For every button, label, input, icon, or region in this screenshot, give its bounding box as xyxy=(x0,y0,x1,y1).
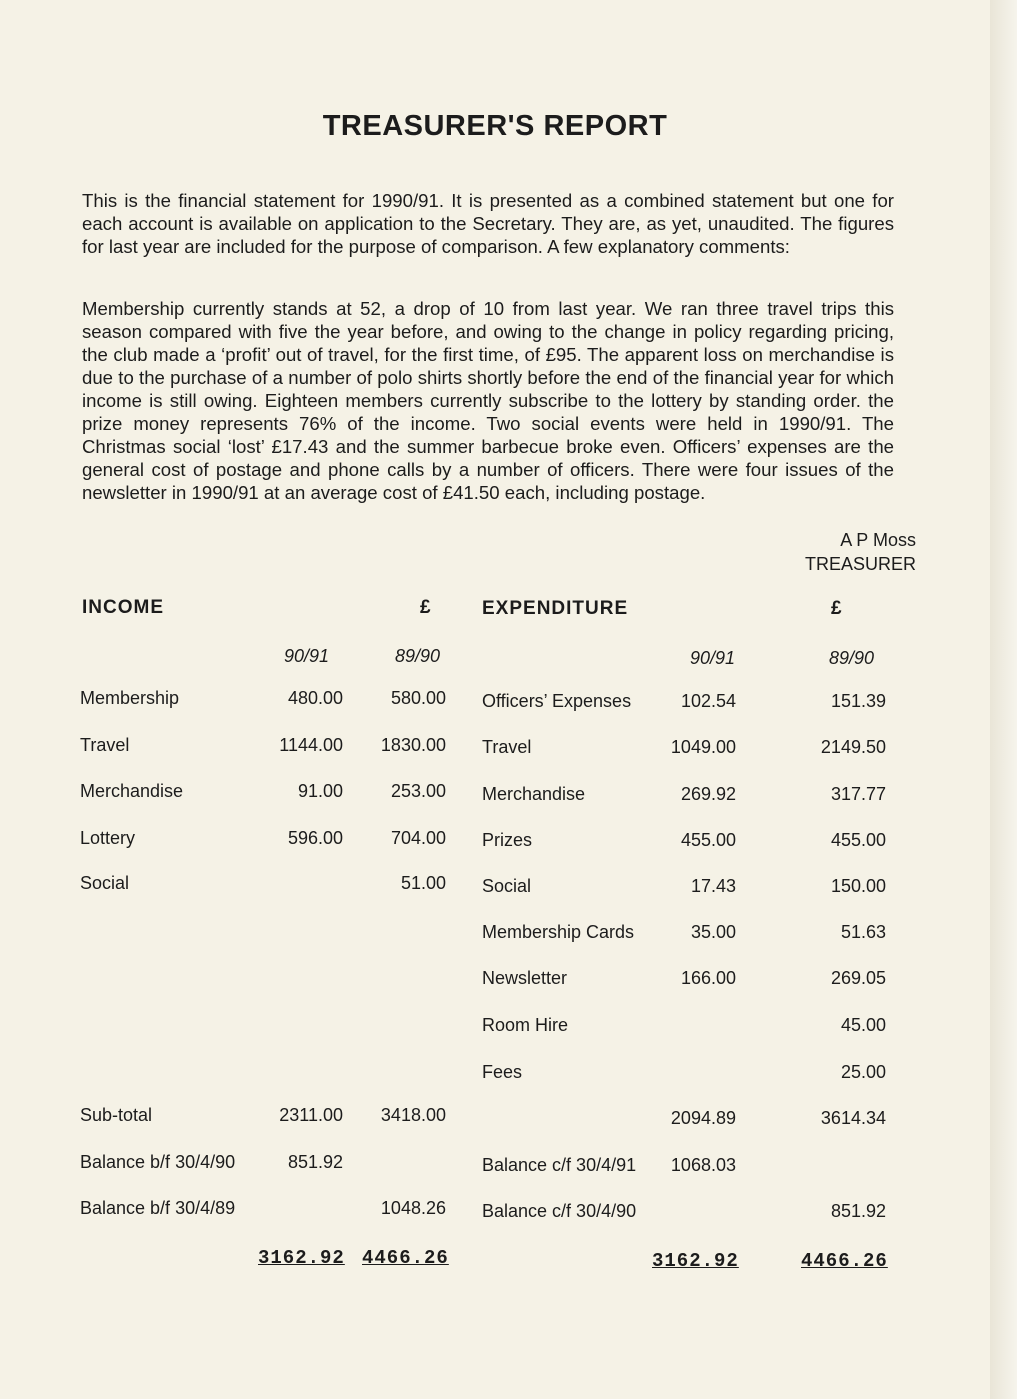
expenditure-row-label: Merchandise xyxy=(482,784,586,804)
income-row-value-8990: 1830.00 xyxy=(380,735,446,755)
expenditure-row-value-9091: 269.92 xyxy=(680,784,736,804)
expenditure-row-label: Fees xyxy=(482,1062,523,1082)
intro-paragraph: This is the financial statement for 1990/91. It is presented as a combined statement but one for each account is available on application to the Secretary. They are, as yet, unaudited. The figures for last year are included for the purpose of comparison. A few explanatory comments: xyxy=(82,190,894,257)
page-title: TREASURER'S REPORT xyxy=(322,110,668,142)
expenditure-row-label: Social xyxy=(482,876,532,896)
expenditure-row-value-9091: 1068.03 xyxy=(670,1155,736,1175)
income-row-label: Travel xyxy=(80,735,130,755)
income-row-value-9091: 2311.00 xyxy=(279,1105,343,1125)
expenditure-row-value-8990: 45.00 xyxy=(840,1015,886,1035)
expenditure-row-label: Officers’ Expenses xyxy=(482,691,632,711)
expenditure-col-9091: 90/91 xyxy=(690,648,736,668)
expenditure-currency-symbol: £ xyxy=(831,598,843,619)
income-row-value-9091: 480.00 xyxy=(287,688,343,708)
income-row-value-9091: 91.00 xyxy=(297,781,343,801)
comments-paragraph: Membership currently stands at 52, a drop of 10 from last year. We ran three travel trips this season compared with five the year before, and owing to the change in policy regarding pricing, the club made a ‘profit’ out of travel, for the first time, of £95. The apparent loss on merchandise is due to the purchase of a number of polo shirts shortly before the end of the financial year for which income is still owing. Eighteen members currently subscribe to the lottery by standing order. the prize money represents 76% of the income. Two social events were held in 1990/91. The Christmas social ‘lost’ £17.43 and the summer barbecue broke even. Officers’ expenses are the general cost of postage and phone calls by a number of officers. There were four issues of the newsletter in 1990/91 at an average cost of £41.50 each, including postage. xyxy=(82,298,894,503)
income-row-value-8990: 3418.00 xyxy=(380,1105,446,1125)
income-row-label: Balance b/f 30/4/90 xyxy=(80,1152,236,1172)
expenditure-row-label: Balance c/f 30/4/90 xyxy=(482,1201,637,1221)
expenditure-row-value-8990: 269.05 xyxy=(830,968,886,988)
expenditure-total-8990: 4466.26 xyxy=(801,1250,888,1272)
expenditure-row-value-8990: 455.00 xyxy=(830,830,886,850)
expenditure-heading: EXPENDITURE xyxy=(482,598,629,619)
income-row-value-8990: 580.00 xyxy=(390,688,446,708)
expenditure-row-label: Room Hire xyxy=(482,1015,569,1035)
expenditure-row-value-9091: 2094.89 xyxy=(670,1108,736,1128)
income-row-value-8990: 1048.26 xyxy=(380,1198,446,1218)
expenditure-col-8990: 89/90 xyxy=(829,648,875,668)
expenditure-row-value-9091: 1049.00 xyxy=(670,737,736,757)
expenditure-row-value-8990: 2149.50 xyxy=(820,737,886,757)
expenditure-row-label: Prizes xyxy=(482,830,533,850)
income-row-value-8990: 704.00 xyxy=(390,828,446,848)
expenditure-row-value-8990: 150.00 xyxy=(830,876,886,896)
income-heading: INCOME xyxy=(82,597,164,618)
income-row-value-9091: 1144.00 xyxy=(279,735,343,755)
income-row-label: Sub-total xyxy=(80,1105,153,1125)
expenditure-row-label: Travel xyxy=(482,737,532,757)
expenditure-row-value-8990: 3614.34 xyxy=(820,1108,886,1128)
signature-role: TREASURER xyxy=(804,554,916,574)
expenditure-row-value-8990: 51.63 xyxy=(840,922,886,942)
page-edge xyxy=(990,0,1017,1399)
expenditure-row-label: Balance c/f 30/4/91 xyxy=(482,1155,637,1175)
expenditure-row-value-9091: 455.00 xyxy=(680,830,736,850)
expenditure-row-label: Membership Cards xyxy=(482,922,635,942)
income-col-9091: 90/91 xyxy=(284,646,330,666)
expenditure-row-value-8990: 851.92 xyxy=(830,1201,886,1221)
income-row-value-9091: 851.92 xyxy=(287,1152,343,1172)
income-row-label: Merchandise xyxy=(80,781,184,801)
expenditure-row-value-9091: 17.43 xyxy=(690,876,736,896)
income-row-value-9091: 596.00 xyxy=(287,828,343,848)
expenditure-row-value-8990: 317.77 xyxy=(830,784,886,804)
income-total-9091: 3162.92 xyxy=(258,1247,345,1269)
income-total-8990: 4466.26 xyxy=(362,1247,449,1269)
expenditure-row-value-9091: 35.00 xyxy=(690,922,736,942)
signature-name: A P Moss xyxy=(840,530,916,550)
expenditure-row-value-9091: 102.54 xyxy=(680,691,736,711)
income-row-value-8990: 253.00 xyxy=(390,781,446,801)
expenditure-total-9091: 3162.92 xyxy=(652,1250,739,1272)
income-row-value-8990: 51.00 xyxy=(400,873,446,893)
expenditure-row-value-9091: 166.00 xyxy=(680,968,736,988)
income-row-label: Social xyxy=(80,873,130,893)
income-row-label: Membership xyxy=(80,688,180,708)
income-row-label: Balance b/f 30/4/89 xyxy=(80,1198,236,1218)
expenditure-row-value-8990: 151.39 xyxy=(830,691,886,711)
income-row-label: Lottery xyxy=(80,828,136,848)
expenditure-row-label: Newsletter xyxy=(482,968,568,988)
income-col-8990: 89/90 xyxy=(395,646,441,666)
expenditure-row-value-8990: 25.00 xyxy=(840,1062,886,1082)
income-currency-symbol: £ xyxy=(420,597,432,618)
